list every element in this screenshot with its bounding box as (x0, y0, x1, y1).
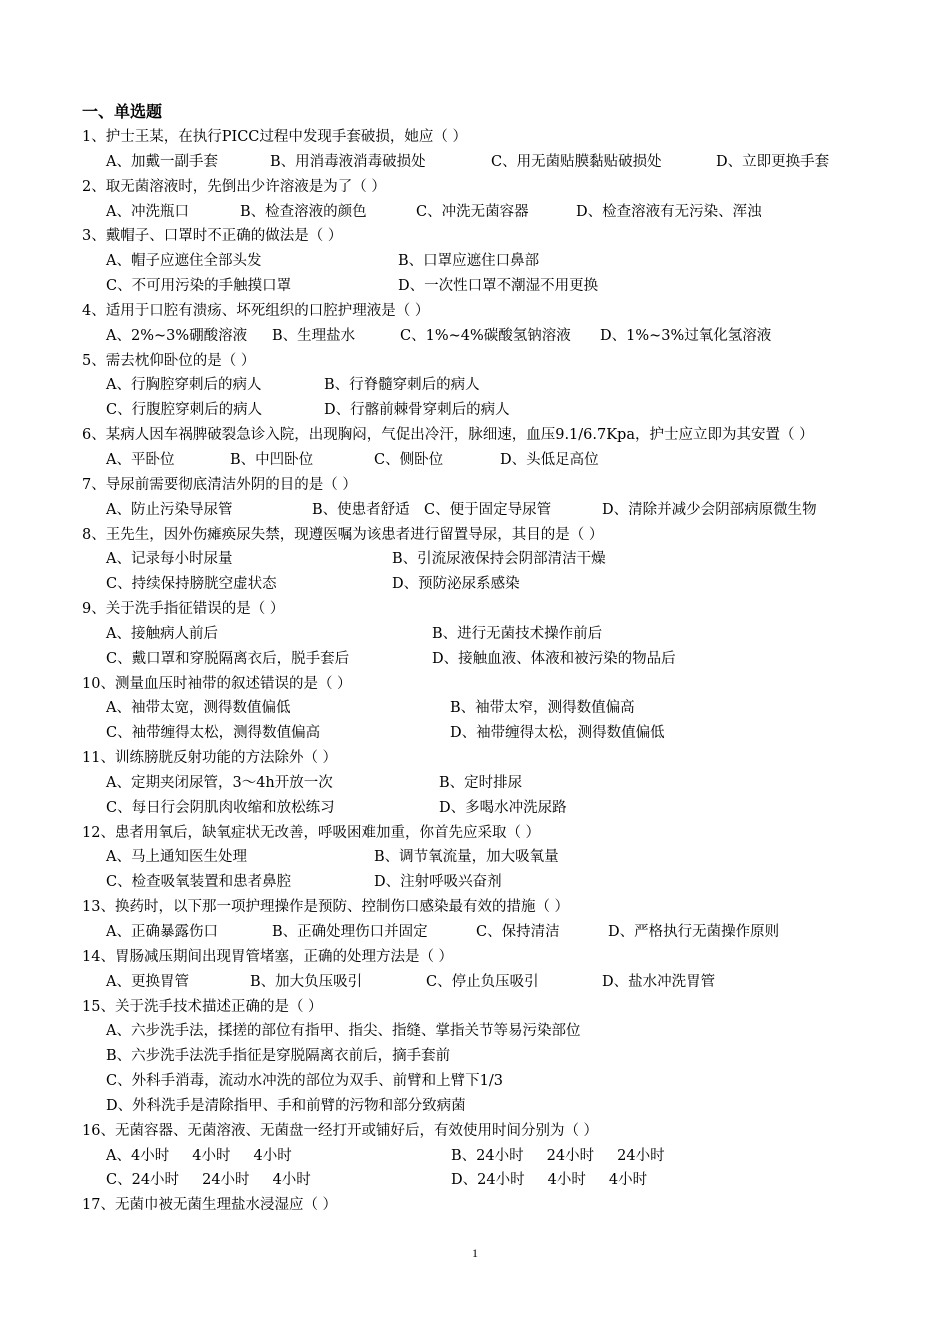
option-text: D、袖带缠得太松，测得数值偏低 (450, 725, 665, 742)
option-row (82, 150, 872, 175)
question-stem: 10、测量血压时袖带的叙述错误的是（ ） (82, 675, 352, 692)
option-text: B、生理盐水 (272, 327, 356, 344)
option-row (82, 845, 872, 870)
question-item (82, 895, 872, 945)
question-item (82, 175, 872, 225)
option-text: A、接触病人前后 (106, 625, 218, 642)
question-item (82, 945, 872, 995)
option-row (82, 1019, 872, 1044)
question-stem: 12、患者用氧后，缺氧症状无改善，呼吸困难加重，你首先应采取（ ） (82, 824, 541, 841)
page-number: 1 (472, 1246, 478, 1260)
option-text: D、严格执行无菌操作原则 (608, 924, 780, 940)
option-row (82, 398, 872, 423)
option-text: C、外科手消毒，流动水冲洗的部位为双手、前臂和上臂下1/3 (106, 1073, 503, 1090)
question-stem: 17、无菌巾被无菌生理盐水浸湿应（ ） (82, 1197, 338, 1214)
option-text: D、检查溶液有无污染、浑浊 (576, 203, 762, 220)
question-item (82, 597, 872, 672)
option-text: A、马上通知医生处理 (106, 849, 247, 866)
option-row (82, 771, 872, 796)
option-row (82, 249, 872, 274)
question-item (82, 125, 872, 175)
option-row (82, 920, 872, 945)
option-text: C、停止负压吸引 (426, 973, 539, 990)
option-text: A、袖带太宽，测得数值偏低 (106, 700, 291, 717)
question-stem: 3、戴帽子、口罩时不正确的做法是（ ） (82, 228, 343, 245)
question-item (82, 672, 872, 747)
question-stem: 16、无菌容器、无菌溶液、无菌盘一经打开或铺好后，有效使用时间分别为（ ） (82, 1122, 599, 1139)
option-text: C、侧卧位 (374, 451, 444, 468)
question-item (82, 299, 872, 349)
option-text: B、使患者舒适 (312, 501, 410, 518)
question-item (82, 746, 872, 821)
option-text: C、不可用污染的手触摸口罩 (106, 278, 292, 295)
option-row (82, 274, 872, 299)
option-text: B、袖带太窄，测得数值偏高 (450, 700, 635, 717)
option-text: D、注射呼吸兴奋剂 (374, 874, 502, 891)
option-text: A、定期夹闭尿管，3～4h开放一次 (106, 774, 333, 791)
question-item (82, 423, 872, 473)
option-text: B、口罩应遮住口鼻部 (398, 253, 540, 270)
question-list (82, 125, 872, 1218)
question-item (82, 473, 872, 523)
option-text: D、外科洗手是清除指甲、手和前臂的污物和部分致病菌 (106, 1097, 466, 1114)
option-row (82, 324, 872, 349)
question-item (82, 1193, 872, 1218)
option-row (82, 200, 872, 225)
option-row (82, 1069, 872, 1094)
option-row (82, 870, 872, 895)
option-text: C、便于固定导尿管 (424, 501, 552, 518)
option-text: C、检查吸氧装置和患者鼻腔 (106, 874, 292, 891)
question-item (82, 1119, 872, 1194)
question-stem: 8、王先生，因外伤瘫痪尿失禁，现遵医嘱为该患者进行留置导尿，其目的是（ ） (82, 526, 604, 543)
option-text: C、用无菌贴膜黏贴破损处 (491, 153, 662, 170)
option-text: D、清除并减少会阴部病原微生物 (602, 501, 817, 518)
question-stem: 4、适用于口腔有溃疡、坏死组织的口腔护理液是（ ） (82, 302, 430, 319)
option-text: A、加戴一副手套 (106, 153, 218, 170)
option-text: B、进行无菌技术操作前后 (432, 625, 603, 642)
option-text: C、戴口罩和穿脱隔离衣后，脱手套后 (106, 650, 350, 667)
option-text: D、行髂前棘骨穿刺后的病人 (324, 402, 510, 419)
option-row (82, 622, 872, 647)
question-item (82, 224, 872, 299)
option-text: D、预防泌尿系感染 (392, 576, 520, 593)
option-text: B、调节氧流量，加大吸氧量 (374, 849, 559, 866)
question-item (82, 995, 872, 1119)
option-text: C、24小时 24小时 4小时 (106, 1172, 311, 1189)
option-row (82, 448, 872, 473)
option-text: C、行腹腔穿刺后的病人 (106, 402, 263, 419)
option-text: B、行脊髓穿刺后的病人 (324, 377, 480, 394)
option-row (82, 498, 872, 523)
option-text: A、更换胃管 (106, 973, 189, 990)
question-stem: 6、某病人因车祸脾破裂急诊入院，出现胸闷，气促出冷汗，脉细速，血压9.1/6.7Kpa，护士应立即为其安置（ ） (82, 427, 814, 444)
question-item (82, 821, 872, 896)
question-stem: 7、导尿前需要彻底清洁外阴的目的是（ ） (82, 476, 357, 493)
option-text: A、行胸腔穿刺后的病人 (106, 377, 262, 394)
option-text: D、头低足高位 (500, 451, 599, 468)
option-text: A、4小时 4小时 4小时 (106, 1147, 292, 1164)
option-row (82, 647, 872, 672)
option-row (82, 796, 872, 821)
option-row (82, 1044, 872, 1069)
question-stem: 15、关于洗手技术描述正确的是（ ） (82, 998, 323, 1015)
question-stem: 5、需去枕仰卧位的是（ ） (82, 352, 256, 369)
question-stem: 11、训练膀胱反射功能的方法除外（ ） (82, 750, 338, 767)
option-text: B、六步洗手法洗手指征是穿脱隔离衣前后，摘手套前 (106, 1048, 451, 1065)
option-row (82, 1094, 872, 1119)
option-text: D、立即更换手套 (716, 153, 830, 170)
option-text: C、袖带缠得太松，测得数值偏高 (106, 725, 321, 742)
option-text: C、冲洗无菌容器 (416, 203, 529, 220)
option-row (82, 373, 872, 398)
question-stem: 2、取无菌溶液时，先倒出少许溶液是为了（ ） (82, 178, 386, 195)
question-item (82, 349, 872, 424)
option-text: C、持续保持膀胱空虚状态 (106, 576, 277, 593)
option-text: B、24小时 24小时 24小时 (451, 1147, 665, 1164)
option-text: A、帽子应遮住全部头发 (106, 253, 262, 270)
question-stem: 1、护士王某，在执行PICC过程中发现手套破损，她应（ ） (82, 129, 468, 145)
option-text: B、定时排尿 (439, 774, 523, 791)
question-stem: 14、胃肠减压期间出现胃管堵塞，正确的处理方法是（ ） (82, 948, 454, 965)
option-text: D、一次性口罩不潮湿不用更换 (398, 278, 599, 295)
option-text: C、保持清洁 (476, 924, 560, 940)
option-text: A、冲洗瓶口 (106, 203, 189, 220)
option-row (82, 572, 872, 597)
question-stem: 13、换药时，以下那一项护理操作是预防、控制伤口感染最有效的措施（ ） (82, 899, 570, 916)
option-text: B、加大负压吸引 (250, 973, 363, 990)
option-text: A、正确暴露伤口 (106, 924, 218, 940)
option-row (82, 970, 872, 995)
option-row (82, 1144, 872, 1169)
question-stem: 9、关于洗手指征错误的是（ ） (82, 601, 285, 618)
section-title: 一、单选题 (82, 102, 163, 121)
option-row (82, 721, 872, 746)
option-text: B、用消毒液消毒破损处 (270, 153, 426, 170)
option-text: D、24小时 4小时 4小时 (451, 1172, 648, 1189)
option-text: D、多喝水冲洗尿路 (439, 799, 567, 816)
option-text: A、2%~3%硼酸溶液 (106, 327, 248, 344)
option-text: B、引流尿液保持会阴部清洁干燥 (392, 551, 606, 568)
option-text: B、正确处理伤口并固定 (272, 924, 428, 940)
option-text: D、接触血液、体液和被污染的物品后 (432, 650, 676, 667)
option-text: B、中凹卧位 (230, 451, 314, 468)
option-row (82, 547, 872, 572)
option-text: A、六步洗手法，揉搓的部位有指甲、指尖、指缝、掌指关节等易污染部位 (106, 1023, 581, 1040)
option-text: A、平卧位 (106, 451, 175, 468)
option-text: A、防止污染导尿管 (106, 501, 233, 518)
option-row (82, 1168, 872, 1193)
option-text: D、1%~3%过氧化氢溶液 (600, 327, 772, 344)
option-text: D、盐水冲洗胃管 (602, 973, 716, 990)
question-item (82, 523, 872, 598)
option-text: B、检查溶液的颜色 (240, 203, 367, 220)
option-text: C、1%~4%碳酸氢钠溶液 (400, 327, 571, 344)
option-text: A、记录每小时尿量 (106, 551, 233, 568)
option-text: C、每日行会阴肌肉收缩和放松练习 (106, 799, 335, 816)
option-row (82, 696, 872, 721)
